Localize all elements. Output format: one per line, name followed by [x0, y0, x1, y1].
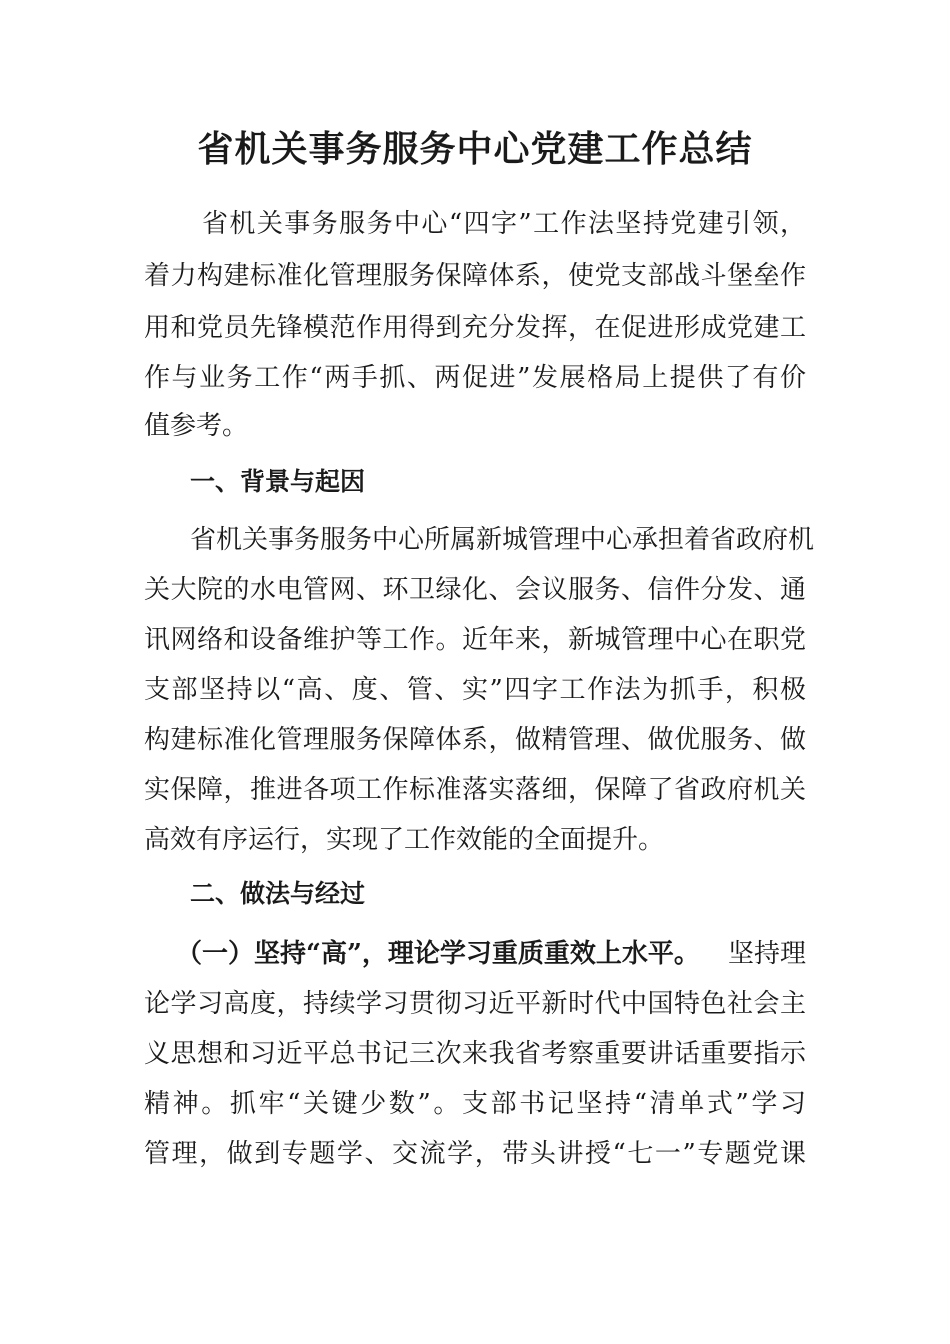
- paragraph-line: 值参考。: [144, 411, 249, 441]
- paragraph-line: 管理，做到专题学、交流学，带头讲授“七一”专题党课: [144, 1139, 806, 1169]
- subsection-heading: （一）坚持“高”，理论学习重质重效上水平。: [176, 939, 700, 969]
- paragraph-line: 着力构建标准化管理服务保障体系，使党支部战斗堡垒作: [144, 261, 806, 291]
- paragraph-line: 精神。抓牢“关键少数”。支部书记坚持“清单式”学习: [144, 1089, 806, 1119]
- section-heading: 一、背景与起因: [190, 467, 366, 496]
- paragraph-line: 省机关事务服务中心“四字”工作法坚持党建引领，: [202, 209, 806, 239]
- paragraph-line: 构建标准化管理服务保障体系，做精管理、做优服务、做: [144, 725, 806, 755]
- document-title: 省机关事务服务中心党建工作总结: [197, 128, 753, 170]
- paragraph-line: 实保障，推进各项工作标准落实落细，保障了省政府机关: [144, 775, 806, 805]
- paragraph-line: 用和党员先锋模范作用得到充分发挥，在促进形成党建工: [144, 313, 806, 343]
- paragraph-line: 支部坚持以“高、度、管、实”四字工作法为抓手，积极: [144, 675, 806, 705]
- paragraph-line: 论学习高度，持续学习贯彻习近平新时代中国特色社会主: [144, 989, 806, 1019]
- subsection-line: [176, 934, 806, 974]
- paragraph-line: 关大院的水电管网、环卫绿化、会议服务、信件分发、通: [144, 575, 806, 605]
- paragraph-line: 作与业务工作“两手抓、两促进”发展格局上提供了有价: [144, 363, 806, 393]
- paragraph-line: 高效有序运行，实现了工作效能的全面提升。: [144, 825, 665, 855]
- paragraph-line: 义思想和习近平总书记三次来我省考察重要讲话重要指示: [144, 1039, 806, 1069]
- subsection-lead-text: 坚持理: [727, 939, 806, 969]
- paragraph-line: 讯网络和设备维护等工作。近年来，新城管理中心在职党: [144, 625, 806, 655]
- section-heading: 二、做法与经过: [190, 879, 366, 908]
- paragraph-line: 省机关事务服务中心所属新城管理中心承担着省政府机: [190, 525, 815, 555]
